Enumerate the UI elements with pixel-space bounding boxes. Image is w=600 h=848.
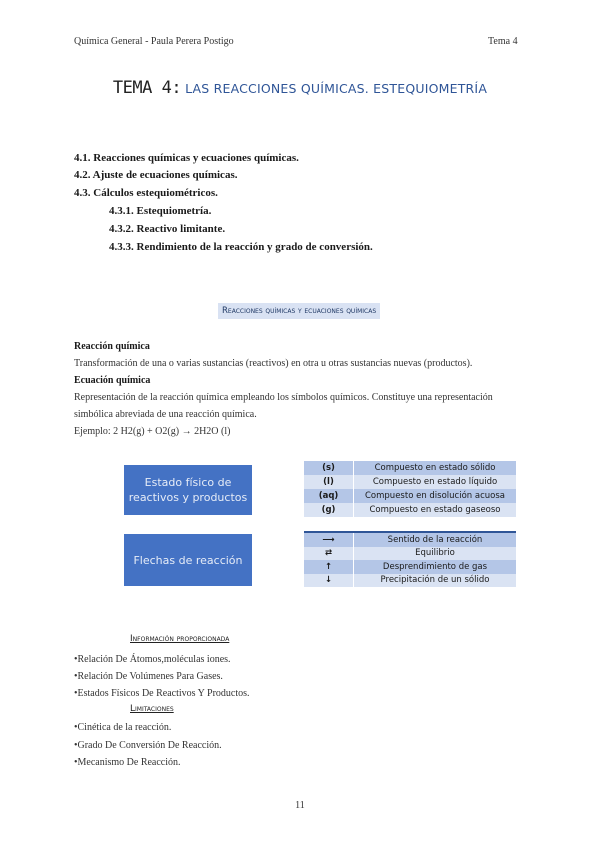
estado-fisico-box — [124, 465, 252, 515]
limits-title: Limitaciones — [130, 704, 174, 714]
reaccion-definition: Transformación de una o varias sustancias (reactivos) en otra u otras sustancias nuevas (productos). — [74, 358, 473, 369]
table-row — [304, 574, 516, 588]
toc-item-4-1: 4.1. Reacciones químicas y ecuaciones químicas. — [74, 152, 299, 164]
toc-item-4-3-2: 4.3.2. Reactivo limitante. — [109, 223, 226, 235]
arrow-description: Desprendimiento de gas — [354, 560, 517, 574]
state-description: Compuesto en estado gaseoso — [354, 503, 517, 517]
title-main: TEMA 4: — [112, 78, 182, 98]
arrow-description: Equilibrio — [354, 547, 517, 561]
info-title: Información proporcionada — [130, 634, 230, 644]
equilibrium-arrows-icon: ⇄ — [304, 547, 354, 561]
flechas-label: Flechas de reacción — [133, 553, 243, 567]
list-item: •Mecanismo De Reacción. — [74, 757, 181, 768]
list-item: •Grado De Conversión De Reacción. — [74, 740, 222, 751]
table-row — [304, 547, 516, 561]
table-row — [304, 560, 516, 574]
state-description: Compuesto en estado sólido — [354, 461, 517, 475]
table-row — [304, 461, 516, 475]
table-row — [304, 503, 516, 517]
page-title — [0, 78, 600, 98]
states-table — [304, 461, 516, 517]
ecuacion-definition-line2: simbólica abreviada de una reacción química. — [74, 409, 257, 420]
state-symbol: (s) — [304, 461, 354, 475]
list-item: •Estados Físicos De Reactivos Y Productos. — [74, 688, 250, 699]
table-row — [304, 475, 516, 489]
header-title: Química General - Paula Perera Postigo — [74, 36, 234, 47]
state-symbol: (aq) — [304, 489, 354, 503]
section-heading: Reacciones químicas y ecuaciones químicas — [218, 303, 380, 319]
list-item: •Relación De Volúmenes Para Gases. — [74, 671, 223, 682]
toc-item-4-2: 4.2. Ajuste de ecuaciones químicas. — [74, 169, 238, 181]
list-item: •Cinética de la reacción. — [74, 722, 172, 733]
flechas-box — [124, 534, 252, 586]
table-row — [304, 532, 516, 547]
toc-item-4-3: 4.3. Cálculos estequiométricos. — [74, 187, 218, 199]
header-topic: Tema 4 — [488, 36, 518, 47]
arrows-table — [304, 531, 516, 587]
state-symbol: (l) — [304, 475, 354, 489]
arrow-description: Precipitación de un sólido — [354, 574, 517, 588]
ecuacion-definition-line1: Representación de la reacción química empleando los símbolos químicos. Constituye una representación — [74, 392, 493, 403]
toc-item-4-3-1: 4.3.1. Estequiometría. — [109, 205, 212, 217]
arrow-right-icon: ⟶ — [304, 532, 354, 547]
arrow-description: Sentido de la reacción — [354, 532, 517, 547]
ecuacion-example: Ejemplo: 2 H2(g) + O2(g) → 2H2O (l) — [74, 426, 231, 437]
state-symbol: (g) — [304, 503, 354, 517]
estado-fisico-label: Estado físico de reactivos y productos — [128, 476, 248, 504]
toc-item-4-3-3: 4.3.3. Rendimiento de la reacción y grado de conversión. — [109, 241, 373, 253]
arrow-down-icon: ↓ — [304, 574, 354, 588]
state-description: Compuesto en disolución acuosa — [354, 489, 517, 503]
title-subtitle: LAS REACCIONES QUÍMICAS. ESTEQUIOMETRÍA — [185, 81, 488, 96]
arrow-up-icon: ↑ — [304, 560, 354, 574]
state-description: Compuesto en estado líquido — [354, 475, 517, 489]
list-item: •Relación De Átomos,moléculas iones. — [74, 654, 231, 665]
reaccion-label: Reacción química — [74, 341, 150, 352]
table-row — [304, 489, 516, 503]
ecuacion-label: Ecuación química — [74, 375, 151, 386]
page-number: 11 — [295, 800, 305, 811]
